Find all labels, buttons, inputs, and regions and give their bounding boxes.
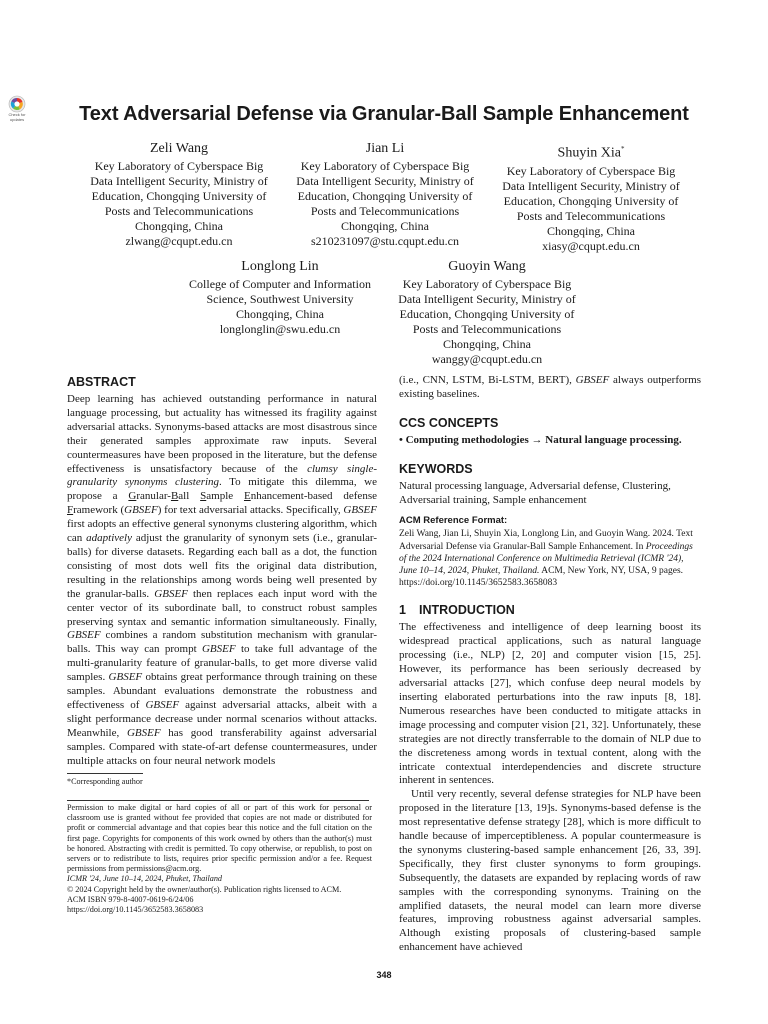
author-block: Jian Li Key Laboratory of Cyberspace Big Data Intelligent Security, Ministry of Education, Chongqing University of Posts and Telecommunications Chongqing, China s210231097@stu.cqupt.edu.cn: [278, 140, 492, 249]
keywords-heading: KEYWORDS: [399, 461, 473, 476]
author-name: Longlong Lin: [241, 259, 319, 274]
isbn-line: ACM ISBN 979-8-4007-0619-6/24/06: [67, 894, 194, 904]
page-number: 348: [376, 970, 392, 980]
abstract-section: [67, 374, 377, 768]
permission-rule: [67, 800, 369, 801]
author-email[interactable]: xiasy@cqupt.edu.cn: [542, 238, 640, 253]
abstract-continuation: (i.e., CNN, LSTM, Bi-LSTM, BERT), GBSEF always outperforms existing baselines.: [399, 374, 702, 400]
corresponding-author-footnote: *Corresponding author: [67, 777, 143, 786]
abstract-text: Deep learning has achieved outstanding performance in natural language processing, but actuality has witnessed its fragility against adversarial attacks. Synonyms-based attacks are most disastrous since their generated samples approximate raw inputs. Several countermeasures have been proposed in the literature, but the defense effectiveness is unsatisfactory because of the clumsy single-granularity synonyms clustering. To mitigate this dilemma, we propose a Granular-Ball Sample Enhancement-based defense Framework (GBSEF) for text adversarial attacks. Specifically, GBSEF first adopts an effective general synonyms clustering algorithm, which can adaptively adjust the granularity of synonym sets (i.e., granular-balls) for diverse datasets. Regarding each ball as a dot, the function consisting of most dots well fits the original data distribution, resulting in the relationships among words being well presented by the granular-balls. GBSEF then replaces each input word with the center vector of its subordinate ball, to construct robust samples preserving syntax and semantic information simultaneously. Finally, GBSEF combines a random substitution mechanism with granular-balls. This way can prompt GBSEF to take full advantage of the multi-granularity feature of granular-balls, to get more diverse valid samples. GBSEF obtains great performance through training on these samples. Abundant evaluations demonstrate the robustness and effectiveness of GBSEF against adversarial attacks, albeit with a slight performance decrease under normal scenarios without attacks. Meanwhile, GBSEF has good transferability against adversarial samples. Compared with state-of-art defense countermeasures, under multiple attacks on four neural network models: [67, 393, 378, 767]
author-block: Guoyin Wang Key Laboratory of Cyberspace Big Data Intelligent Security, Ministry of Education, Chongqing University of Posts and Telecommunications Chongqing, China wanggy@cqupt.edu.cn: [380, 258, 594, 367]
intro-paragraph-2: Until very recently, several defense strategies for NLP have been proposed in the literature [13, 19]s. Synonyms-based defense is the most representative defense strategy [28], which is more difficult to handle because of imperceptibleness. A popular countermeasure is the synonyms clustering-based sample enhancement [26, 33, 39]. Specifically, they first cluster synonyms to form groupings. Subsequently, the datasets are expanded by replacing words of raw samples with the corresponding synonyms. Training on the amplified datasets, the neural model can learn more diverse features, improving robustness against adversarial samples. Although existing proposals of clustering-based sample enhancement have achieved: [399, 788, 701, 954]
intro-paragraph-1: The effectiveness and intelligence of deep learning boost its widespread practical applications, such as natural language processing (i.e., NLP) [2, 20] and computer vision [15, 25]. However, its performance has been seriously decreased by adversarial attacks [27], which confuse deep neural models by inserting elaborated perturbations into the raw inputs [8, 18]. Numerous researches have been conducted to mitigate attacks in image processing and computer vision [21, 32]. Unfortunately, these strategies are not directly transferrable to the domain of NLP due to the discreteness among words in textual content, along with the intricate contextual interdependencies and discrete structure inherent in sentences.: [399, 621, 701, 787]
author-email[interactable]: zlwang@cqupt.edu.cn: [125, 234, 233, 248]
conference-venue: ICMR '24, June 10–14, 2024, Phuket, Thailand: [67, 874, 223, 884]
right-column: [399, 374, 701, 955]
permission-text: Permission to make digital or hard copies of all or part of this work for personal or classroom use is granted without fee provided that copies are not made or distributed for profit or commercial advantage and that copies bear this notice and the full citation on the first page. Copyrights for components of this work owned by others than the author(s) must be honored. Abstracting with credit is permitted. To copy otherwise, or republish, to post on servers or to redistribute to lists, requires prior specific permission and/or a fee. Request permissions from permissions@acm.org.: [67, 803, 372, 874]
author-name: Jian Li: [365, 141, 405, 156]
author-name: Shuyin Xia*: [557, 145, 625, 161]
doi-link[interactable]: https://doi.org/10.1145/3652583.3658083: [67, 905, 204, 915]
author-email[interactable]: longlonglin@swu.edu.cn: [219, 322, 341, 336]
author-block: Zeli Wang Key Laboratory of Cyberspace Big Data Intelligent Security, Ministry of Education, Chongqing University of Posts and Telecommunications Chongqing, China zlwang@cqupt.edu.cn: [72, 140, 286, 249]
abstract-heading: ABSTRACT: [67, 375, 136, 389]
author-name: Guoyin Wang: [448, 259, 526, 274]
copyright-line: © 2024 Copyright held by the owner/author(s). Publication rights licensed to ACM.: [67, 884, 342, 894]
footnote-rule: [67, 773, 143, 774]
reference-format-heading: ACM Reference Format:: [399, 514, 508, 526]
ccs-heading: CCS CONCEPTS: [399, 415, 499, 430]
paper-title: Text Adversarial Defense via Granular-Ball Sample Enhancement: [79, 103, 689, 125]
author-block: Longlong Lin College of Computer and Information Science, Southwest University Chongqing, China longlonglin@swu.edu.cn: [173, 258, 387, 337]
author-email[interactable]: s210231097@stu.cqupt.edu.cn: [310, 234, 460, 248]
ccs-item[interactable]: • Computing methodologies → Natural language processing.: [399, 433, 682, 446]
author-email[interactable]: wanggy@cqupt.edu.cn: [431, 352, 543, 366]
author-name: Zeli Wang: [149, 141, 209, 156]
check-for-updates-label: Check for updates: [8, 112, 26, 122]
author-block: Shuyin Xia* Key Laboratory of Cyberspace Big Data Intelligent Security, Ministry of Education, Chongqing University of Posts and Telecommunications Chongqing, China xiasy@cqupt.edu.cn: [484, 140, 698, 254]
keywords-text: Natural processing language, Adversarial defense, Clustering, Adversarial training, Sample enhancement: [399, 479, 671, 506]
permission-block: [67, 803, 372, 915]
reference-format-text: Zeli Wang, Jian Li, Shuyin Xia, Longlong Lin, and Guoyin Wang. 2024. Text Adversarial Defense via Granular-Ball Sample Enhancement. In Proceedings of the 2024 International Conference on Multimedia Retrieval (ICMR '24), June 10–14, 2024, Phuket, Thailand. ACM, New York, NY, USA, 9 pages. https://doi.org/10.1145/3652583.3658083: [399, 529, 693, 589]
introduction-heading: 1 INTRODUCTION: [399, 603, 515, 618]
